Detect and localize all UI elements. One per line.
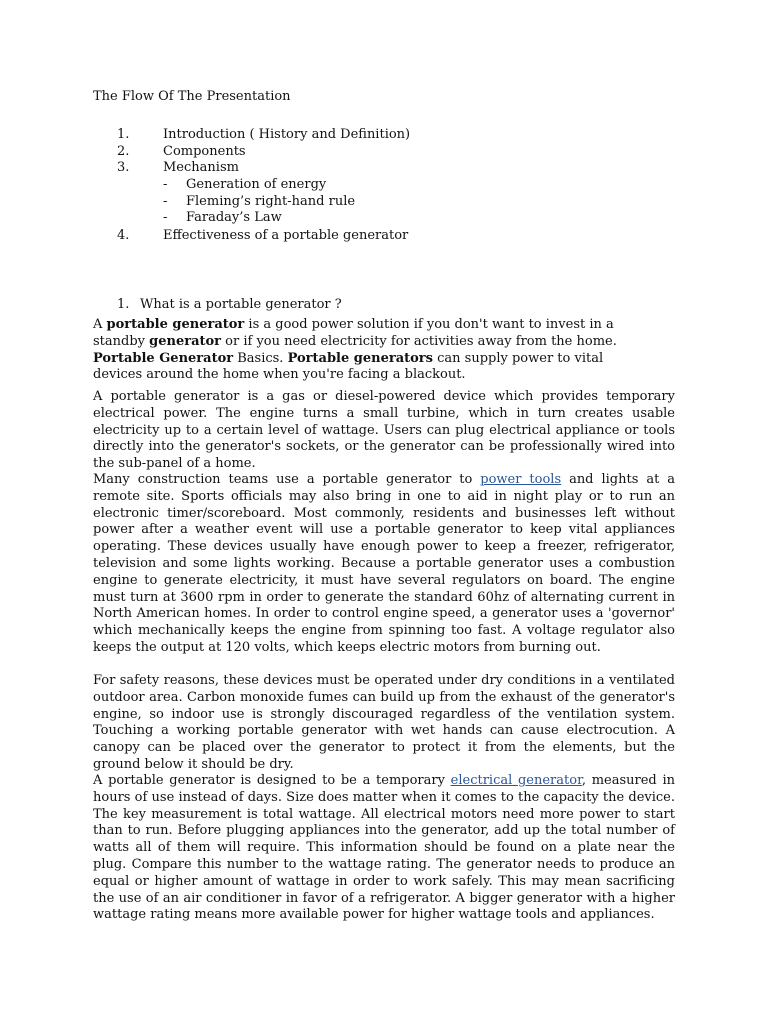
- electrical-generator-link[interactable]: electrical generator: [450, 773, 582, 788]
- text-run: Basics.: [233, 350, 288, 366]
- sub-item-text: Faraday’s Law: [186, 210, 282, 225]
- text-run: Many construction teams use a portable generator to: [93, 472, 481, 487]
- bold-run: generator: [149, 333, 222, 349]
- power-tools-link[interactable]: power tools: [480, 472, 562, 487]
- outline-number: 1.: [117, 127, 130, 142]
- outline-number: 3.: [117, 160, 130, 175]
- sub-item-text: Generation of energy: [186, 177, 327, 192]
- document-title: The Flow Of The Presentation: [93, 89, 291, 104]
- sub-item-text: Fleming’s right-hand rule: [186, 194, 356, 209]
- outline-text: Effectiveness of a portable generator: [163, 228, 409, 243]
- paragraph-intro: [93, 317, 653, 384]
- sub-item-dash: -: [163, 177, 168, 192]
- outline-number: 2.: [117, 144, 130, 159]
- sub-item-dash: -: [163, 210, 168, 225]
- bold-run: Portable Generator: [93, 350, 234, 366]
- bold-run: Portable generators: [287, 350, 433, 366]
- outline-text: Components: [163, 144, 246, 159]
- bold-run: portable generator: [106, 317, 245, 332]
- text-run: A portable generator is designed to be a temporary: [93, 773, 451, 788]
- outline-text: Introduction ( History and Definition): [163, 127, 411, 142]
- section-heading: [117, 296, 342, 313]
- text-run: can supply power to vital devices around the home when you're facing a blackout.: [93, 350, 604, 383]
- text-run: and lights at a remote site. Sports officials may also bring in one to aid in night play or to run an electronic timer/scoreboard. Most commonly, residents and businesses left without power after a weather event will use a portable generator to keep vital appliances operating. These devices usually have enough power to keep a freezer, refrigerator, television and some lights working. Because a portable generator uses a combustion engine to generate electricity, it must have several regulators on board. The engine must turn at 3600 rpm in order to generate the standard 60hz of alternating current in North American homes. In order to control engine speed, a generator uses a 'governor' which mechanically keeps the engine from spinning too fast. A voltage regulator also keeps the output at 120 volts, which keeps electric motors from burning out.: [93, 472, 675, 655]
- outline-number: 4.: [117, 228, 130, 243]
- text-run: , measured in hours of use instead of days. Size does matter when it comes to the capacity the device. The key measurement is total wattage. All electrical motors need more power to start than to run. Before plugging appliances into the generator, add up the total number of watts all of them will require. This information should be found on a plate near the plug. Compare this number to the wattage rating. The generator needs to produce an equal or higher amount of wattage in order to work safely. This may mean sacrificing the use of an air conditioner in favor of a refrigerator. A bigger generator with a higher wattage rating means more available power for higher wattage tools and appliances.: [93, 773, 675, 923]
- paragraph-uses: [93, 472, 675, 657]
- paragraph-definition: A portable generator is a gas or diesel-powered device which provides temporary electrical power. The engine turns a small turbine, which in turn creates usable electricity up to a certain level of wattage. Users can plug electrical appliance or tools directly into the generator's sockets, or the generator can be professionally wired into the sub-panel of a home.: [93, 389, 675, 472]
- sub-item-dash: -: [163, 194, 168, 209]
- paragraph-safety: For safety reasons, these devices must be operated under dry conditions in a ventilated outdoor area. Carbon monoxide fumes can build up from the exhaust of the generator's engine, so indoor use is strongly discouraged regardless of the ventilation system. Touching a working portable generator with wet hands can cause electrocution. A canopy can be placed over the generator to protect it from the elements, but the ground below it should be dry.: [93, 673, 675, 772]
- paragraph-capacity: [93, 773, 675, 924]
- section-number: 1.: [117, 297, 130, 312]
- text-run: is a good power solution if you don't want to invest in a standby: [93, 317, 614, 349]
- text-run: A: [93, 317, 107, 332]
- section-heading-text: What is a portable generator ?: [140, 297, 342, 312]
- outline-text: Mechanism: [163, 160, 239, 175]
- text-run: or if you need electricity for activities away from the home.: [221, 333, 617, 349]
